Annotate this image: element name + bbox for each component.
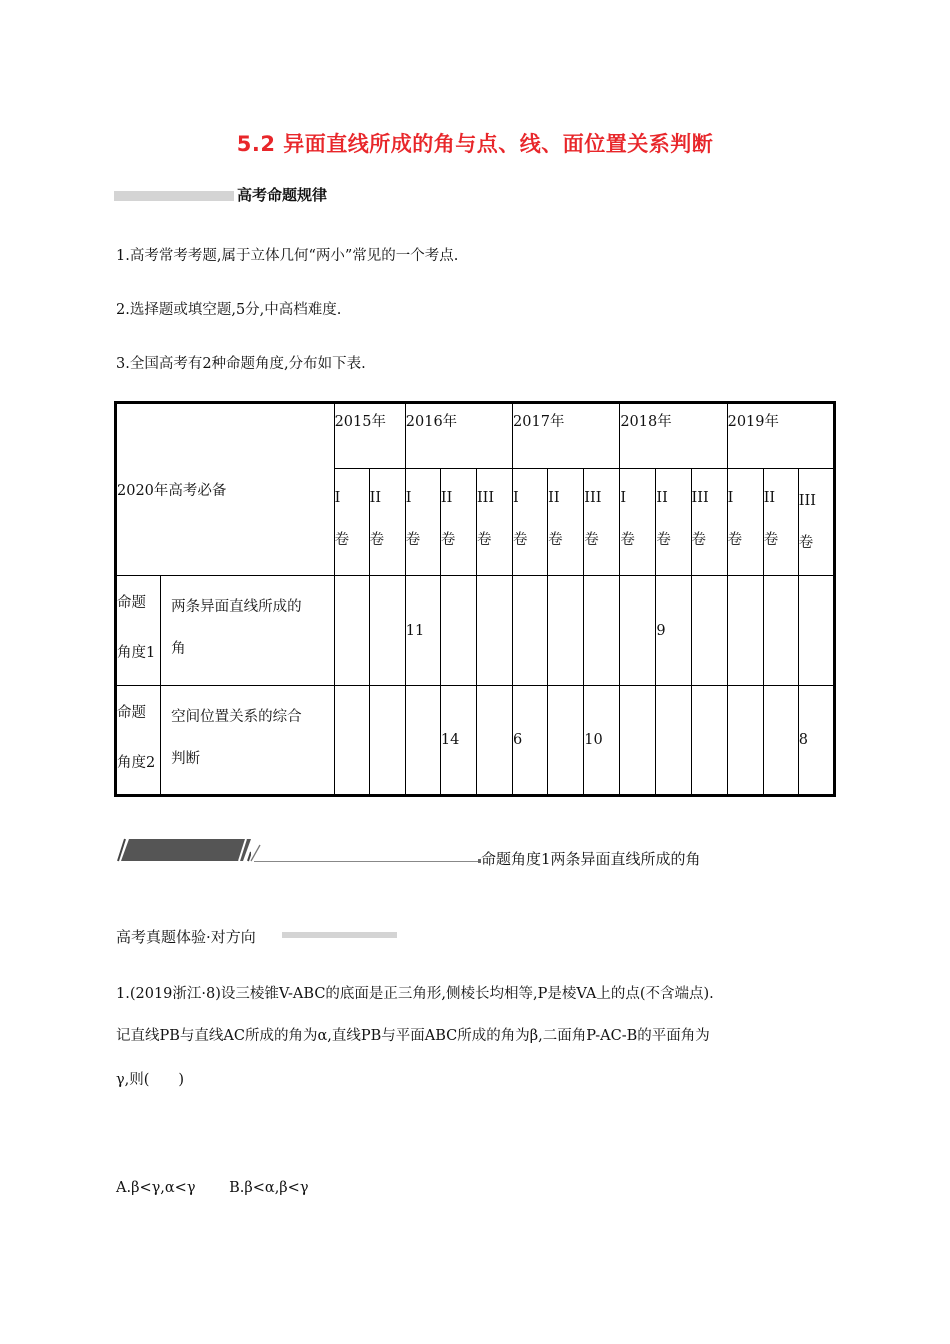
row-label: 命题 角度2 bbox=[116, 686, 161, 796]
subsection-bar bbox=[282, 932, 397, 938]
year-header: 2015年 bbox=[334, 403, 405, 469]
value-cell bbox=[727, 686, 763, 796]
value-cell bbox=[691, 686, 727, 796]
value-cell bbox=[334, 576, 369, 686]
value-cell bbox=[763, 576, 798, 686]
year-header: 2016年 bbox=[405, 403, 512, 469]
value-cell bbox=[763, 686, 798, 796]
value-cell bbox=[476, 686, 512, 796]
paper-header: III 卷 bbox=[584, 469, 620, 576]
row-description: 空间位置关系的综合 判断 bbox=[161, 686, 334, 796]
value-cell bbox=[548, 686, 584, 796]
value-cell bbox=[727, 576, 763, 686]
value-cell: 11 bbox=[405, 576, 440, 686]
value-cell bbox=[620, 576, 656, 686]
paper-header: II 卷 bbox=[440, 469, 476, 576]
table-row bbox=[116, 576, 835, 686]
question-line-2: 记直线PB与直线AC所成的角为α,直线PB与平面ABC所成的角为β,二面角P-AC-B的平面角为 bbox=[116, 1028, 710, 1044]
rule-3: 3.全国高考有2种命题角度,分布如下表. bbox=[116, 356, 366, 372]
value-cell bbox=[369, 576, 405, 686]
angle-heading: 命题角度1两条异面直线所成的角 bbox=[481, 850, 701, 868]
paper-header: II 卷 bbox=[369, 469, 405, 576]
value-cell bbox=[334, 686, 369, 796]
paper-header: I 卷 bbox=[620, 469, 656, 576]
paper-header: I 卷 bbox=[727, 469, 763, 576]
paper-header: II 卷 bbox=[763, 469, 798, 576]
corner-cell bbox=[116, 403, 335, 576]
heading-rule bbox=[254, 861, 479, 862]
year-header: 2018年 bbox=[620, 403, 727, 469]
distribution-table bbox=[114, 401, 836, 797]
row-label: 命题 角度1 bbox=[116, 576, 161, 686]
paper-header: I 卷 bbox=[513, 469, 548, 576]
paper-header: II 卷 bbox=[656, 469, 691, 576]
value-cell bbox=[798, 576, 834, 686]
year-header: 2017年 bbox=[513, 403, 620, 469]
value-cell bbox=[405, 686, 440, 796]
table-row bbox=[116, 686, 835, 796]
year-header: 2019年 bbox=[727, 403, 834, 469]
paper-header: I 卷 bbox=[334, 469, 369, 576]
value-cell bbox=[513, 576, 548, 686]
page-title: 5.2 异面直线所成的角与点、线、面位置关系判断 bbox=[236, 132, 714, 156]
value-cell bbox=[476, 576, 512, 686]
row-description: 两条异面直线所成的 角 bbox=[161, 576, 334, 686]
value-cell bbox=[584, 576, 620, 686]
value-cell bbox=[620, 686, 656, 796]
section-title: 高考命题规律 bbox=[237, 186, 328, 204]
value-cell bbox=[656, 686, 691, 796]
paper-header: III 卷 bbox=[691, 469, 727, 576]
value-cell: 9 bbox=[656, 576, 691, 686]
paper-header: I 卷 bbox=[405, 469, 440, 576]
section-bar bbox=[114, 191, 234, 201]
paper-header: II 卷 bbox=[548, 469, 584, 576]
value-cell bbox=[369, 686, 405, 796]
paper-header: III 卷 bbox=[476, 469, 512, 576]
rule-2: 2.选择题或填空题,5分,中高档难度. bbox=[116, 302, 342, 318]
value-cell: 8 bbox=[798, 686, 834, 796]
rule-1: 1.高考常考考题,属于立体几何“两小”常见的一个考点. bbox=[116, 248, 459, 264]
corner-label: 2020年高考必备 bbox=[117, 483, 227, 499]
value-cell: 6 bbox=[513, 686, 548, 796]
subsection-title: 高考真题体验·对方向 bbox=[116, 928, 256, 946]
value-cell bbox=[440, 576, 476, 686]
question-line-1: 1.(2019浙江·8)设三棱锥V-ABC的底面是正三角形,侧棱长均相等,P是棱VA上的点(不含端点). bbox=[116, 986, 714, 1002]
value-cell: 14 bbox=[440, 686, 476, 796]
value-cell: 10 bbox=[584, 686, 620, 796]
question-options: A.β<γ,α<γ B.β<α,β<γ bbox=[116, 1180, 309, 1196]
heading-ornament bbox=[117, 838, 251, 862]
paper-header: III 卷 bbox=[798, 469, 834, 576]
question-line-3: γ,则( ) bbox=[116, 1072, 185, 1088]
value-cell bbox=[548, 576, 584, 686]
value-cell bbox=[691, 576, 727, 686]
heading-slash bbox=[250, 844, 262, 862]
